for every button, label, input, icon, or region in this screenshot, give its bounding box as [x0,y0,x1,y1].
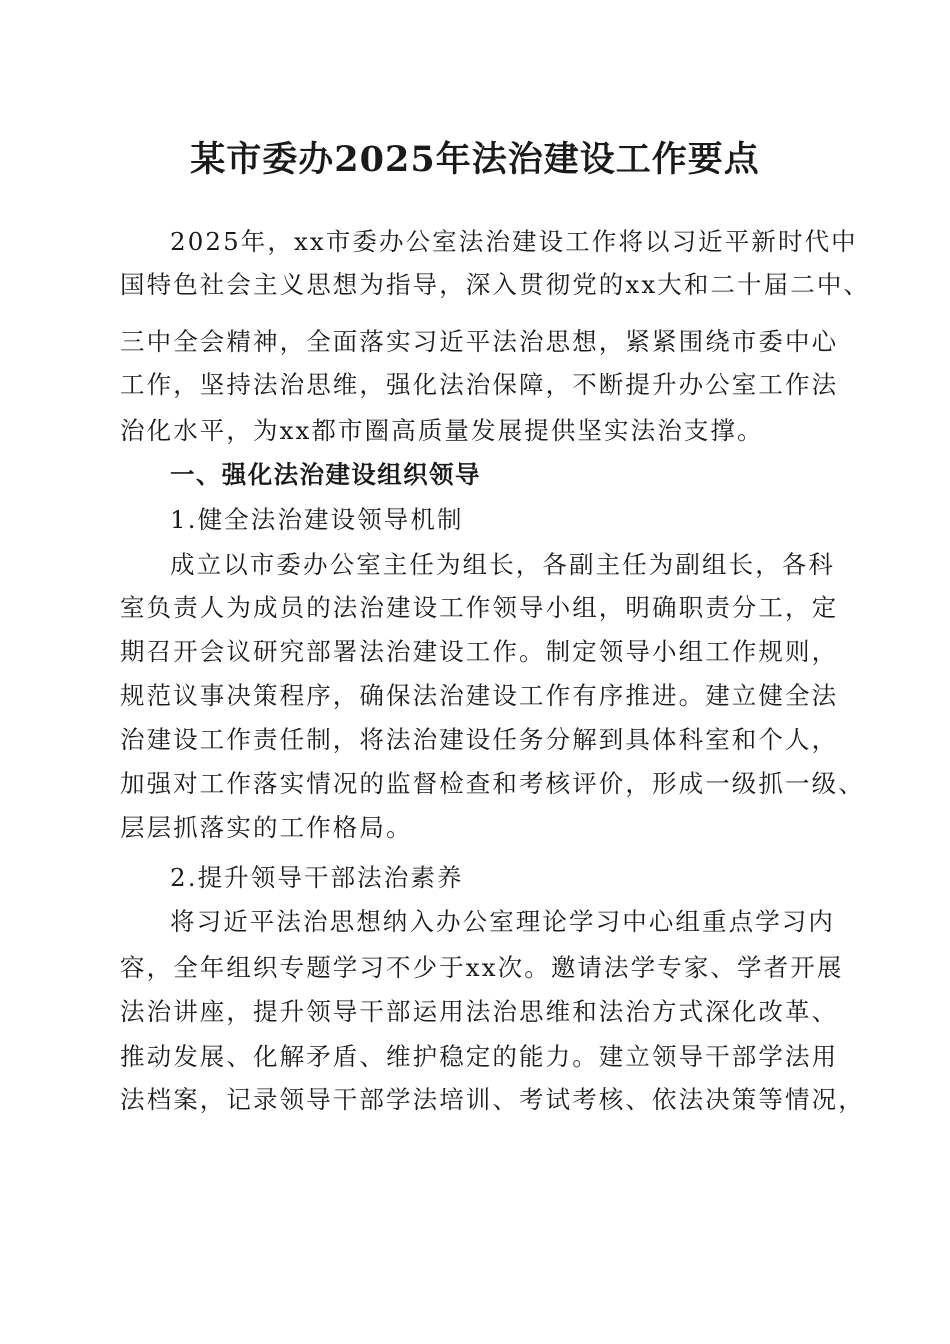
paragraph-line: 法治讲座，提升领导干部运用法治思维和法治方式深化改革、 [120,997,839,1026]
paragraph-line: 层层抓落实的工作格局。 [120,813,413,842]
item-title: 2.提升领导干部法治素养 [170,863,464,892]
paragraph-line: 规范议事决策程序，确保法治建设工作有序推进。建立健全法 [120,681,839,710]
intro-line: 国特色社会主义思想为指导，深入贯彻党的xx大和二十届二中、 [120,270,871,299]
intro-line: 三中全会精神，全面落实习近平法治思想，紧紧围绕市委中心 [120,327,839,356]
paragraph-line: 室负责人为成员的法治建设工作领导小组，明确职责分工，定 [120,593,839,622]
paragraph-line: 将习近平法治思想纳入办公室理论学习中心组重点学习内 [170,907,835,936]
paragraph-line: 期召开会议研究部署法治建设工作。制定领导小组工作规则， [120,637,839,666]
paragraph-line: 法档案，记录领导干部学法培训、考试考核、依法决策等情况， [120,1085,865,1114]
item-title: 1.健全法治建设领导机制 [170,505,464,534]
intro-line: 治化水平，为xx都市圈高质量发展提供坚实法治支撑。 [120,416,764,445]
paragraph-line: 容，全年组织专题学习不少于xx次。邀请法学专家、学者开展 [120,953,844,982]
paragraph-line: 成立以市委办公室主任为组长，各副主任为副组长，各科 [170,550,835,579]
document-title: 某市委办2025年法治建设工作要点 [190,139,760,180]
section-heading: 一、强化法治建设组织领导 [170,460,481,489]
intro-line: 2025年，xx市委办公室法治建设工作将以习近平新时代中 [170,227,858,256]
intro-line: 工作，坚持法治思维，强化法治保障，不断提升办公室工作法 [120,370,839,399]
paragraph-line: 治建设工作责任制，将法治建设任务分解到具体科室和个人， [120,725,839,754]
paragraph-line: 加强对工作落实情况的监督检查和考核评价，形成一级抓一级、 [120,769,865,798]
paragraph-line: 推动发展、化解矛盾、维护稳定的能力。建立领导干部学法用 [120,1042,839,1071]
